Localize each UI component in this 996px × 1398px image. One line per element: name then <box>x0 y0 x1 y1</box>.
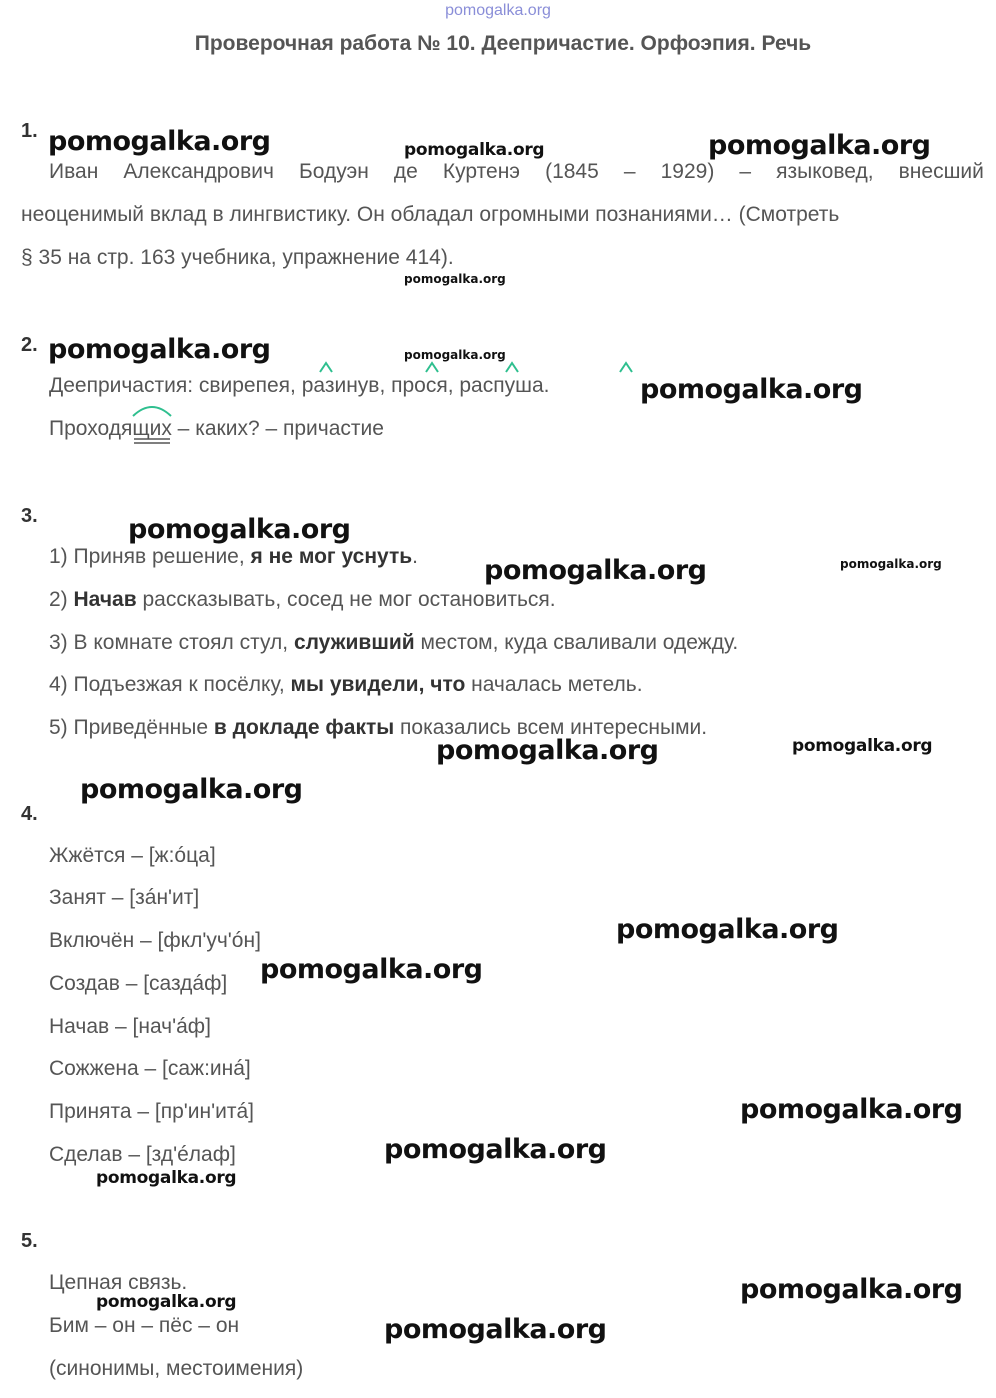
task-1-line-1 <box>49 160 984 184</box>
word: Бодуэн <box>299 160 369 183</box>
item-text: 4) Подъезжая к посёлку, <box>49 673 291 696</box>
watermark: pomogalka.org <box>48 126 271 157</box>
task-2-line-1: Деепричастия: свирепея, разинув, прося, распуша. <box>49 374 550 397</box>
task-3-item <box>49 545 418 569</box>
site-watermark: pomogalka.org <box>445 2 551 19</box>
suffix-arc-icon <box>130 402 174 418</box>
task-5-line: Бим – он – пёс – он <box>49 1314 240 1337</box>
word: де <box>393 160 418 183</box>
watermark: pomogalka.org <box>792 736 933 756</box>
word: (1845 <box>545 160 599 183</box>
watermark: pomogalka.org <box>840 557 942 571</box>
item-text: 1) Приняв решение, <box>49 545 251 568</box>
item-text: началась метель. <box>465 673 643 696</box>
task-2-line-2 <box>49 417 384 441</box>
word: – <box>623 160 636 183</box>
item-text: . <box>412 545 418 568</box>
item-text: 3) В комнате стоял стул, <box>49 631 294 654</box>
item-text: местом, куда сваливали одежду. <box>414 631 739 654</box>
item-bold: Начав <box>73 588 137 611</box>
suffix-mark-icon <box>504 360 520 374</box>
word: Куртенэ <box>442 160 521 183</box>
word: 1929) <box>660 160 715 183</box>
task-5-number: 5. <box>21 1230 38 1252</box>
task-5-line: (синонимы, местоимения) <box>49 1357 304 1380</box>
item-text: 2) <box>49 588 74 611</box>
word: языковед, <box>776 160 874 183</box>
task-3-number: 3. <box>21 505 38 527</box>
watermark: pomogalka.org <box>48 334 271 365</box>
task-3-item <box>49 631 738 655</box>
transcription-item: Включён – [фкл'уч'óн] <box>49 929 261 952</box>
transcription-item: Принята – [пр'ин'итá] <box>49 1100 254 1123</box>
task-3-item <box>49 673 643 697</box>
watermark: pomogalka.org <box>96 1168 237 1188</box>
watermark: pomogalka.org <box>640 374 863 405</box>
watermark: pomogalka.org <box>96 1292 237 1312</box>
item-bold: я не мог уснуть <box>250 545 413 568</box>
watermark: pomogalka.org <box>404 140 545 160</box>
task-1-line-2: неоценимый вклад в лингвистику. Он обладал огромными познаниями… (Смотреть <box>21 203 840 226</box>
task-1-number: 1. <box>21 120 38 142</box>
suffix-mark-icon <box>318 360 334 374</box>
transcription-item: Создав – [саздáф] <box>49 972 228 995</box>
watermark: pomogalka.org <box>740 1094 963 1125</box>
word: Александрович <box>123 160 274 183</box>
transcription-item: Сделав – [зд'éлаф] <box>49 1143 236 1166</box>
transcription-item: Начав – [нач'áф] <box>49 1015 211 1038</box>
task-4-number: 4. <box>21 803 38 825</box>
item-bold: служивший <box>293 631 415 654</box>
task-2-number: 2. <box>21 334 38 356</box>
task-3-item <box>49 588 556 612</box>
participle-word: Проходящих <box>49 417 172 440</box>
word: внесший <box>898 160 984 183</box>
watermark: pomogalka.org <box>404 348 506 362</box>
suffix-mark-icon <box>618 360 634 374</box>
item-text: 5) Приведённые <box>49 716 214 739</box>
watermark: pomogalka.org <box>128 514 351 545</box>
watermark: pomogalka.org <box>708 130 931 161</box>
task-5-line: Цепная связь. <box>49 1271 188 1294</box>
watermark: pomogalka.org <box>80 774 303 805</box>
watermark: pomogalka.org <box>484 555 707 586</box>
task-1-line-3: § 35 на стр. 163 учебника, упражнение 414). <box>21 246 454 269</box>
transcription-item: Жжётся – [ж:óца] <box>49 844 216 867</box>
watermark: pomogalka.org <box>616 914 839 945</box>
watermark: pomogalka.org <box>384 1314 607 1345</box>
watermark: pomogalka.org <box>436 735 659 766</box>
participle-question: – каких? – причастие <box>171 417 384 440</box>
item-text: рассказывать, сосед не мог остановиться. <box>136 588 556 611</box>
item-text: показались всем интересными. <box>394 716 708 739</box>
watermark: pomogalka.org <box>260 954 483 985</box>
item-bold: мы увидели, что <box>290 673 466 696</box>
watermark: pomogalka.org <box>404 272 506 286</box>
watermark: pomogalka.org <box>740 1274 963 1305</box>
page-title: Проверочная работа № 10. Деепричастие. Орфоэпия. Речь <box>194 32 812 55</box>
word: Иван <box>49 160 99 183</box>
watermark: pomogalka.org <box>384 1134 607 1165</box>
transcription-item: Занят – [зáн'ит] <box>49 886 200 909</box>
item-bold: в докладе факты <box>213 716 395 739</box>
suffix-mark-icon <box>424 360 440 374</box>
transcription-item: Сожжена – [саж:инá] <box>49 1057 251 1080</box>
word: – <box>739 160 752 183</box>
